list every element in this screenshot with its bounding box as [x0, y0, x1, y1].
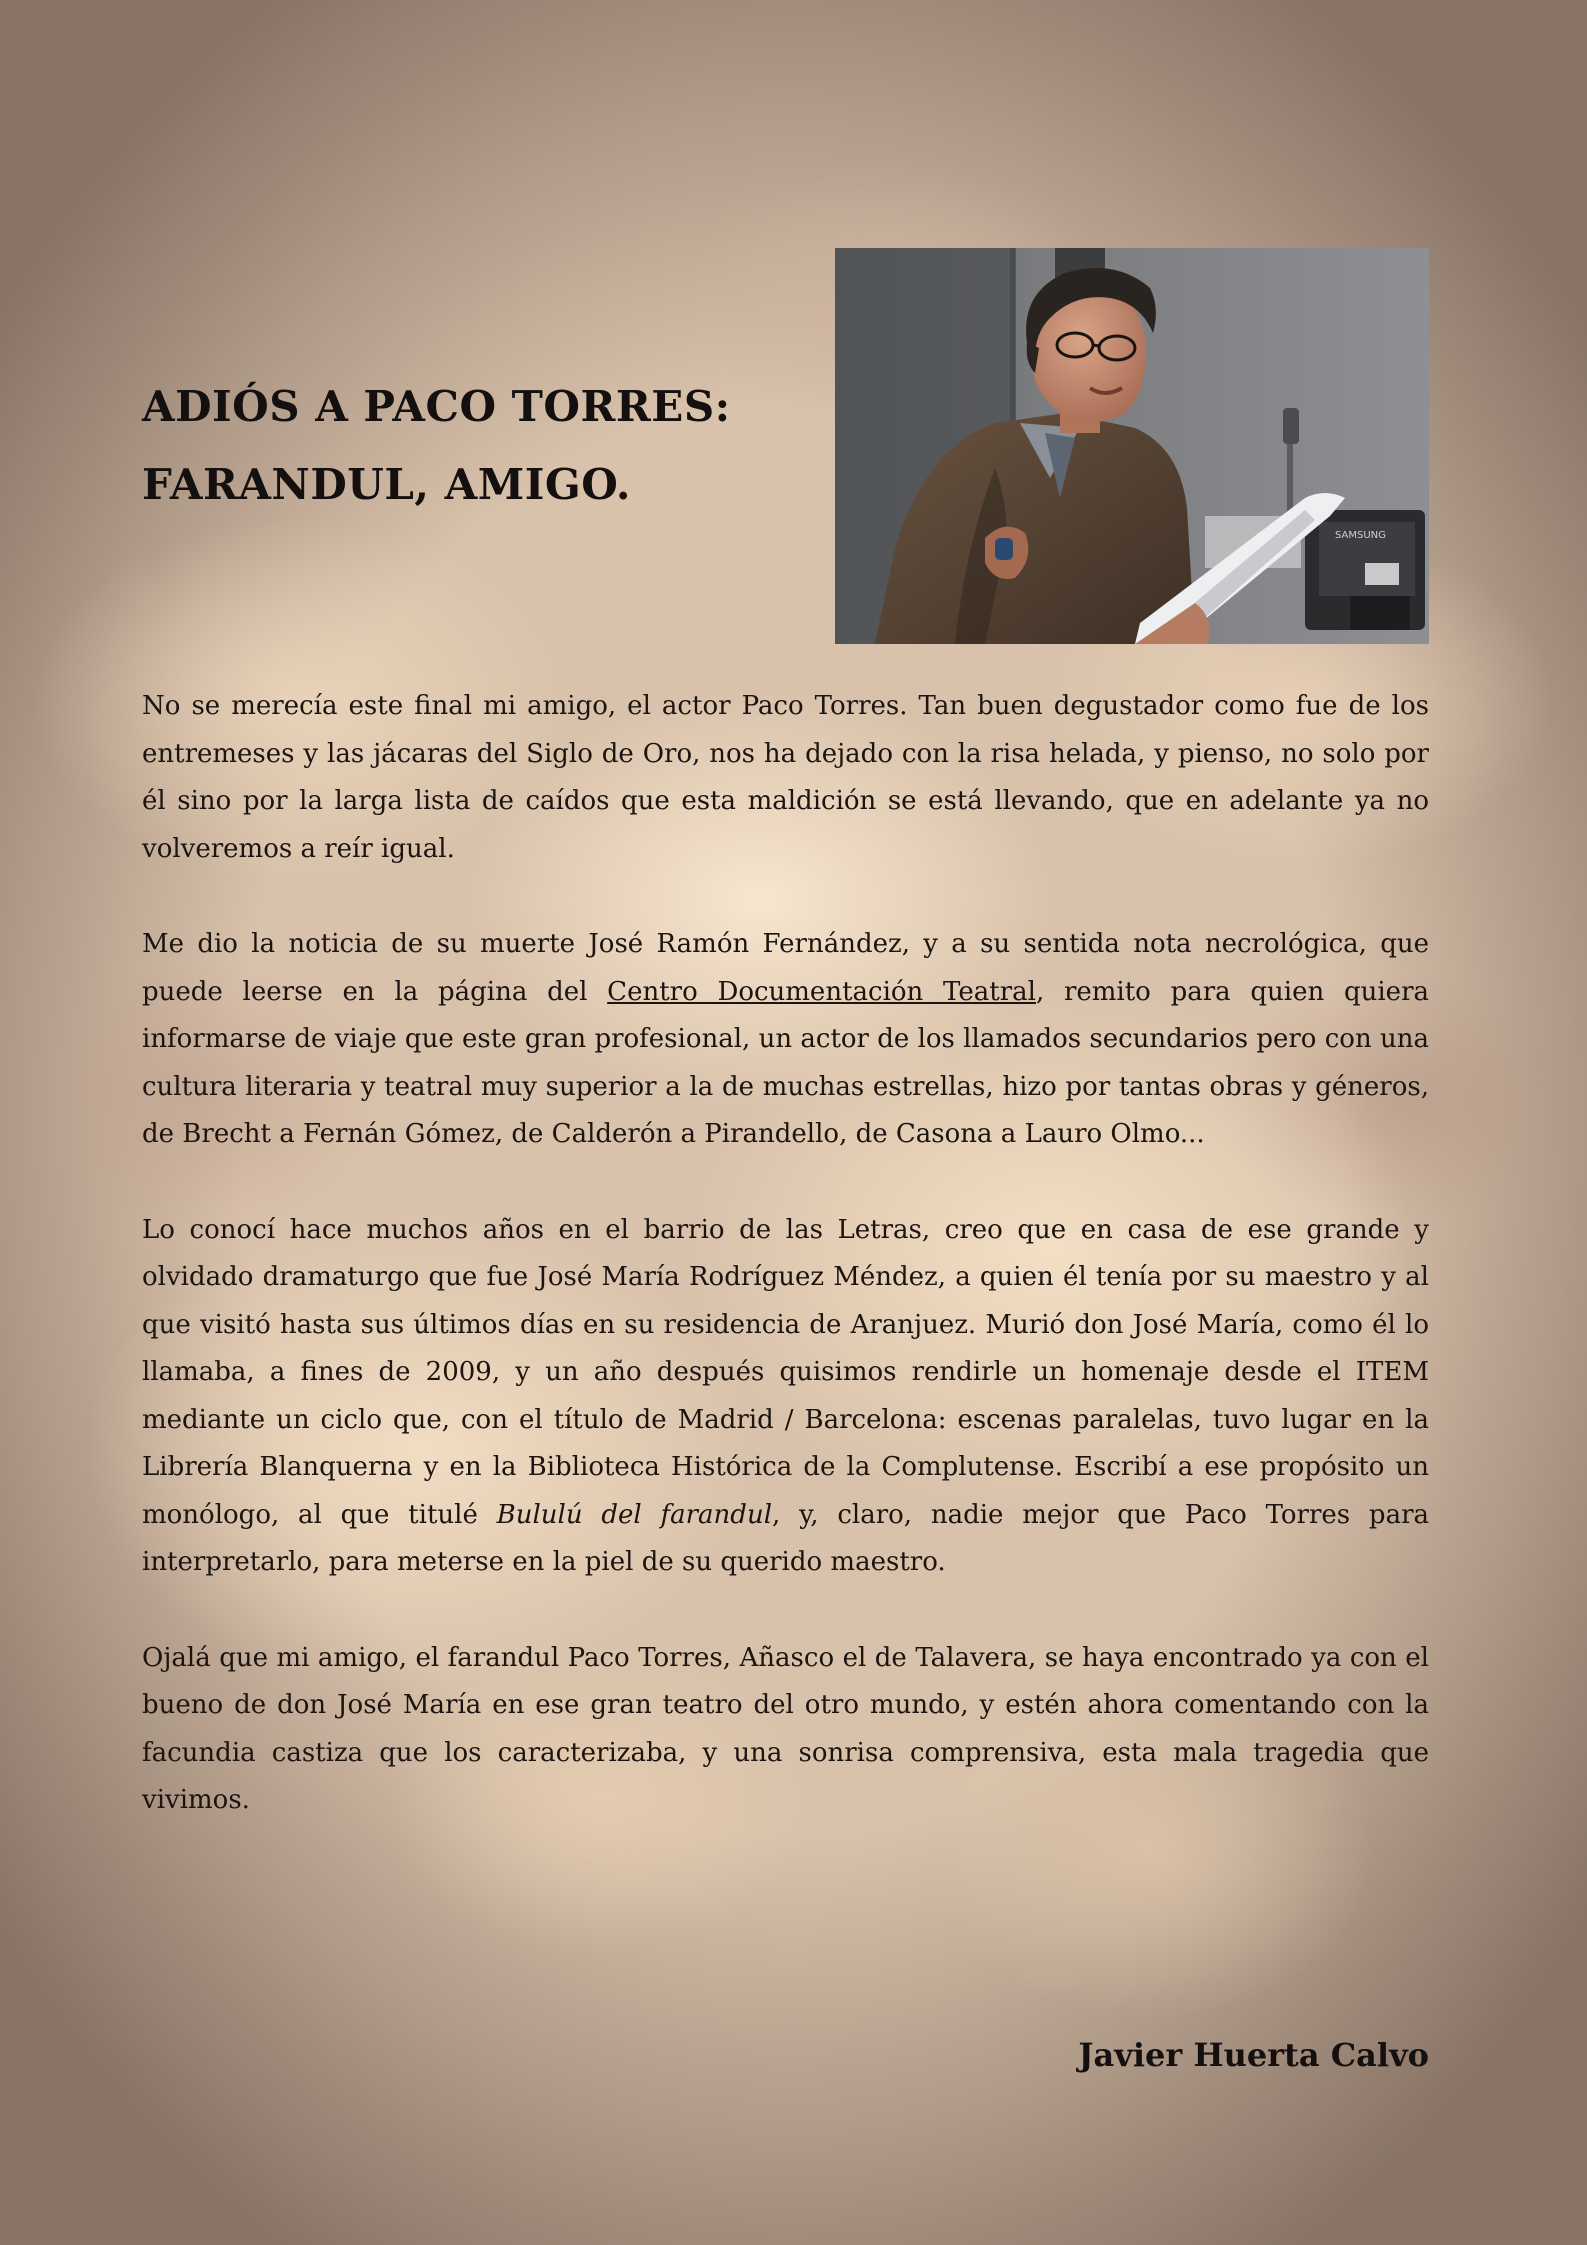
paragraph-3 [142, 1207, 1429, 1587]
paragraph-3-before: Lo conocí hace muchos años en el barrio de las Letras, creo que en casa de ese grande y olvidado dramaturgo que fue José María Rodríguez Méndez, a quien él tenía por su maestro y al que visitó hasta sus últimos días en su residencia de Aranjuez. Murió don José María, como él lo llamaba, a fines de 2009, y un año después quisimos rendirle un homenaje desde el ITEM mediante un ciclo que, con el título de Madrid / Barcelona: escenas paralelas, tuvo lugar en la Librería Blanquerna y en la Biblioteca Histórica de la Complutense. Escribí a ese propósito un monólogo, al que titulé [142, 1214, 1429, 1530]
title-line-2: FARANDUL, AMIGO. [142, 460, 631, 509]
author-signature: Javier Huerta Calvo [1078, 2036, 1429, 2074]
paragraph-2-before: Me dio la noticia de su muerte José Ramón Fernández, y a su sentida nota necrológica, que puede leerse en la página del [142, 929, 1429, 1007]
actor-photo [835, 248, 1429, 644]
paragraph-2-after: , remito para quien quiera informarse de viaje que este gran profesional, un actor de los llamados secundarios pero con una cultura literaria y teatral muy superior a la de muchas estrellas, hizo por tantas obras y géneros, de Brecht a Fernán Gómez, de Calderón a Pirandello, de Casona a Lauro Olmo... [142, 976, 1429, 1149]
article-title [142, 368, 731, 524]
title-line-1: ADIÓS A PACO TORRES: [142, 382, 731, 431]
paragraph-2 [142, 921, 1429, 1159]
cdt-link[interactable]: Centro Documentación Teatral [607, 976, 1036, 1007]
paragraph-3-after: , y, claro, nadie mejor que Paco Torres para interpretarlo, para meterse en la piel de su querido maestro. [142, 1499, 1429, 1577]
paragraph-4: Ojalá que mi amigo, el farandul Paco Torres, Añasco el de Talavera, se haya encontrado ya con el bueno de don José María en ese gran teatro del otro mundo, y estén ahora comentando con la facundia castiza que los caracterizaba, y una sonrisa comprensiva, esta mala tragedia que vivimos. [142, 1642, 1429, 1815]
paragraph-3-italic: Bululú del farandul [496, 1499, 773, 1530]
article-body [142, 683, 1429, 1873]
paragraph-1: No se merecía este final mi amigo, el actor Paco Torres. Tan buen degustador como fue de los entremeses y las jácaras del Siglo de Oro, nos ha dejado con la risa helada, y pienso, no solo por él sino por la larga lista de caídos que esta maldición se está llevando, que en adelante ya no volveremos a reír igual. [142, 691, 1429, 864]
monitor-brand: SAMSUNG [1335, 530, 1386, 541]
